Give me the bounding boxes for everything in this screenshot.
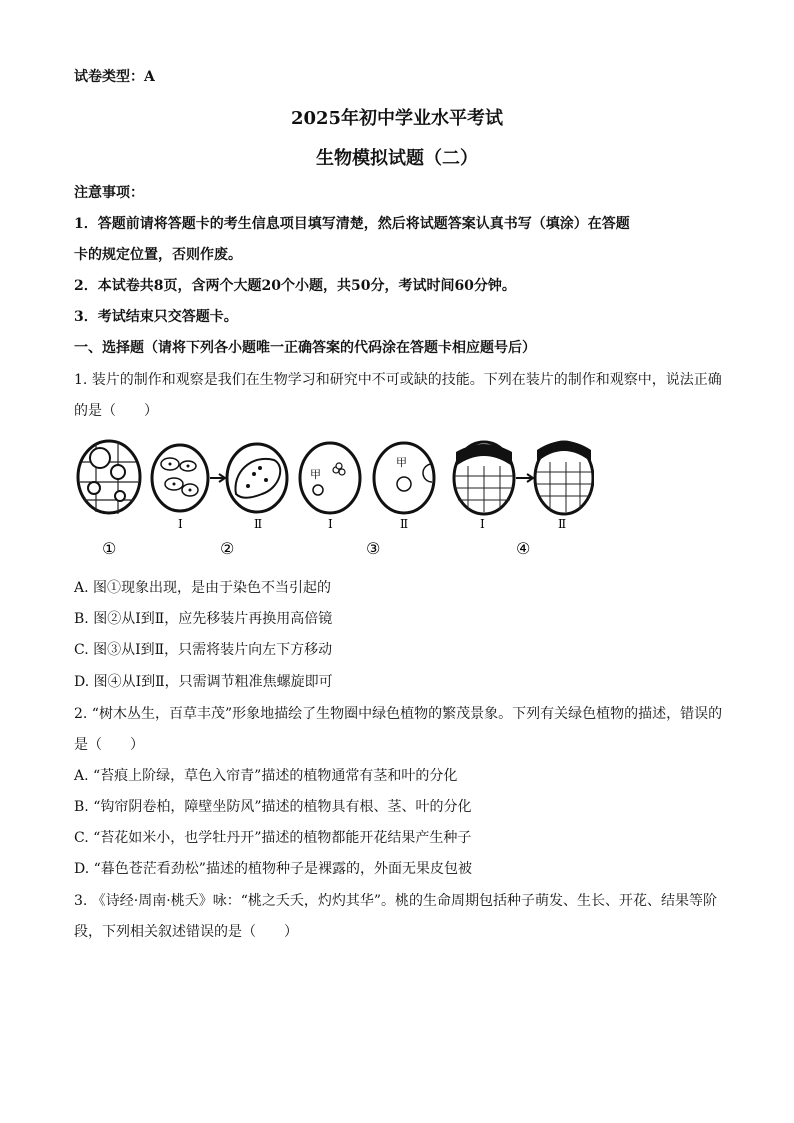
fig3-roman-II: Ⅱ xyxy=(400,517,409,531)
question-2-stem-cont: 是（ ） xyxy=(74,737,144,753)
fig-label-2: ② xyxy=(220,539,235,558)
question-2-option-b: B. “钩帘阴卷柏，障壁坐防风”描述的植物具有根、茎、叶的分化 xyxy=(74,799,472,815)
figure-1-air-bubbles xyxy=(78,441,140,514)
figure-3-jia-label-2: 甲 xyxy=(396,456,407,469)
figure-3-view-II xyxy=(374,443,434,513)
figure-2-view-I xyxy=(152,445,208,511)
note-item-1: 1．答题前请将答题卡的考生信息项目填写清楚，然后将试题答案认真书写（填涂）在答题 xyxy=(74,216,630,232)
arrow-4 xyxy=(516,474,533,482)
question-1-stem: 1. 装片的制作和观察是我们在生物学习和研究中不可或缺的技能。下列在装片的制作和观察中，说法正确 xyxy=(74,372,722,388)
fig2-roman-II: Ⅱ xyxy=(254,517,263,531)
figure-3-view-I xyxy=(300,443,360,513)
figure-3-jia-label: 甲 xyxy=(310,468,321,481)
fig-label-3: ③ xyxy=(366,539,381,558)
figure-4-view-I xyxy=(454,442,514,514)
question-1-option-a: A. 图①现象出现，是由于染色不当引起的 xyxy=(74,580,332,596)
fig4-roman-II: Ⅱ xyxy=(558,517,567,531)
question-2-option-a: A. “苔痕上阶绿，草色入帘青”描述的植物通常有茎和叶的分化 xyxy=(74,768,458,784)
fig4-roman-I: Ⅰ xyxy=(480,517,485,531)
question-2-option-c: C. “苔花如米小，也学牡丹开”描述的植物都能开花结果产生种子 xyxy=(74,830,472,846)
fig3-roman-I: Ⅰ xyxy=(328,517,333,531)
question-3-stem-cont: 段，下列相关叙述错误的是（ ） xyxy=(74,924,298,940)
fig-label-4: ④ xyxy=(516,539,531,558)
question-1-option-b: B. 图②从Ⅰ到Ⅱ，应先移装片再换用高倍镜 xyxy=(74,611,333,627)
note-item-3: 3．考试结束只交答题卡。 xyxy=(74,309,238,325)
notes-heading: 注意事项： xyxy=(74,185,144,201)
exam-subtitle: 生物模拟试题（二） xyxy=(316,148,478,169)
question-2-stem: 2. “树木丛生，百草丰茂”形象地描绘了生物圈中绿色植物的繁茂景象。下列有关绿色植物的描述，错误的 xyxy=(74,706,723,722)
fig2-roman-I: Ⅰ xyxy=(178,517,183,531)
note-item-2: 2．本试卷共8页，含两个大题20个小题，共50分，考试时间60分钟。 xyxy=(74,278,516,294)
fig-label-1: ① xyxy=(102,539,117,558)
question-1-option-d: D. 图④从Ⅰ到Ⅱ，只需调节粗准焦螺旋即可 xyxy=(74,674,333,690)
question-1-stem-cont: 的是（ ） xyxy=(74,403,158,419)
question-3-stem: 3. 《诗经·周南·桃夭》咏：“桃之夭夭，灼灼其华”。桃的生命周期包括种子萌发、生长、开花、结果等阶 xyxy=(74,893,718,909)
note-item-1-cont: 卡的规定位置，否则作废。 xyxy=(74,247,242,263)
exam-title: 2025年初中学业水平考试 xyxy=(290,108,504,129)
question-1-option-c: C. 图③从Ⅰ到Ⅱ，只需将装片向左下方移动 xyxy=(74,642,333,658)
paper-type: 试卷类型：A xyxy=(74,69,155,85)
question-2-option-d: D. “暮色苍茫看劲松”描述的植物种子是裸露的，外面无果皮包被 xyxy=(74,861,472,877)
section-heading: 一、选择题（请将下列各小题唯一正确答案的代码涂在答题卡相应题号后） xyxy=(74,340,536,356)
figure-2-view-II xyxy=(227,444,287,512)
microscope-figure xyxy=(74,432,594,562)
arrow-2 xyxy=(210,474,225,482)
figure-4-view-II xyxy=(535,441,593,514)
